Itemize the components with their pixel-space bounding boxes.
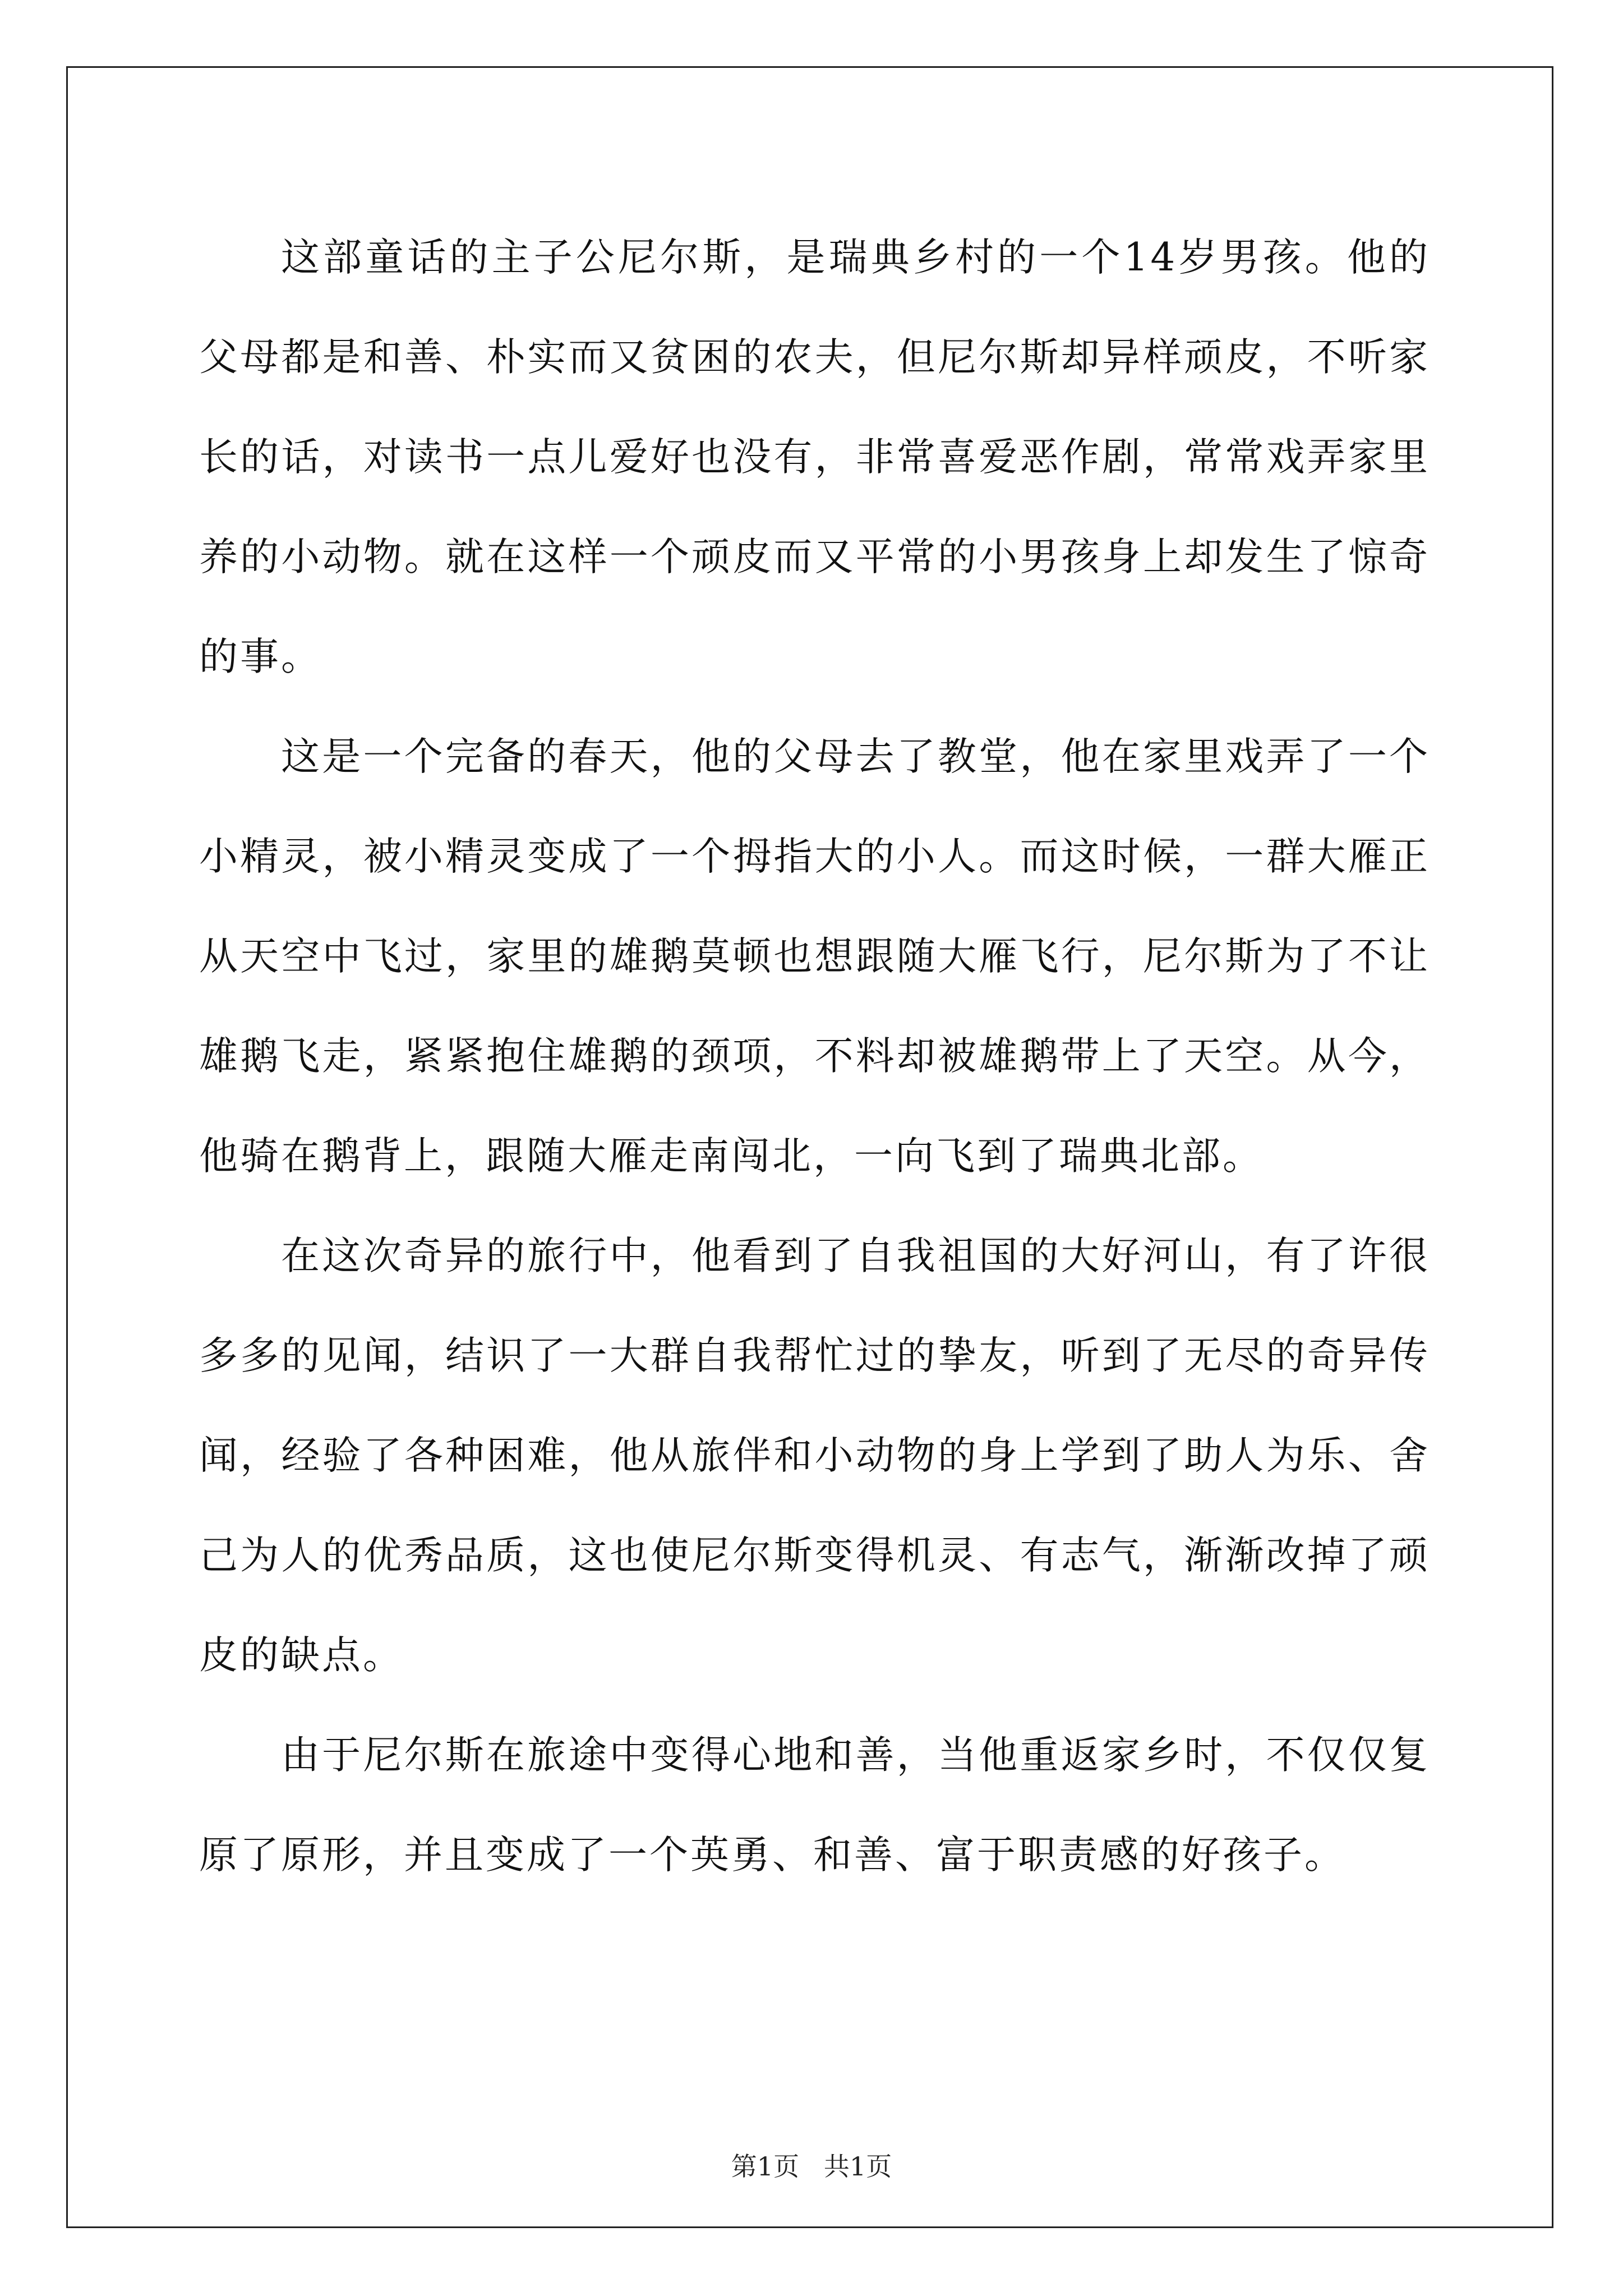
paragraph-2: 这是一个完备的春天，他的父母去了教堂，他在家里戏弄了一个小精灵，被小精灵变成了一个拇指大的小人。而这时候，一群大雁正从天空中飞过，家里的雄鹅莫顿也想跟随大雁飞行，尼尔斯为了不让雄鹅飞走，紧紧抱住雄鹅的颈项，不料却被雄鹅带上了天空。从今，他骑在鹅背上，跟随大雁走南闯北，一向飞到了瑞典北部。	[199, 734, 1430, 1179]
page-footer	[0, 2150, 1623, 2183]
paragraph-1: 这部童话的主子公尼尔斯，是瑞典乡村的一个14岁男孩。他的父母都是和善、朴实而又贫困的农夫，但尼尔斯却异样顽皮，不听家长的话，对读书一点儿爱好也没有，非常喜爱恶作剧，常常戏弄家里养的小动物。就在这样一个顽皮而又平常的小男孩身上却发生了惊奇的事。	[199, 235, 1430, 679]
page-number: 第1页 共1页	[731, 2151, 892, 2182]
paragraph-4: 由于尼尔斯在旅途中变得心地和善，当他重返家乡时，不仅仅复原了原形，并且变成了一个英勇、和善、富于职责感的好孩子。	[199, 1733, 1430, 1878]
paragraph-3: 在这次奇异的旅行中，他看到了自我祖国的大好河山，有了许很多多的见闻，结识了一大群自我帮忙过的挚友，听到了无尽的奇异传闻，经验了各种困难，他从旅伴和小动物的身上学到了助人为乐、舍己为人的优秀品质，这也使尼尔斯变得机灵、有志气，渐渐改掉了顽皮的缺点。	[199, 1234, 1430, 1678]
document-body	[199, 208, 1430, 1905]
